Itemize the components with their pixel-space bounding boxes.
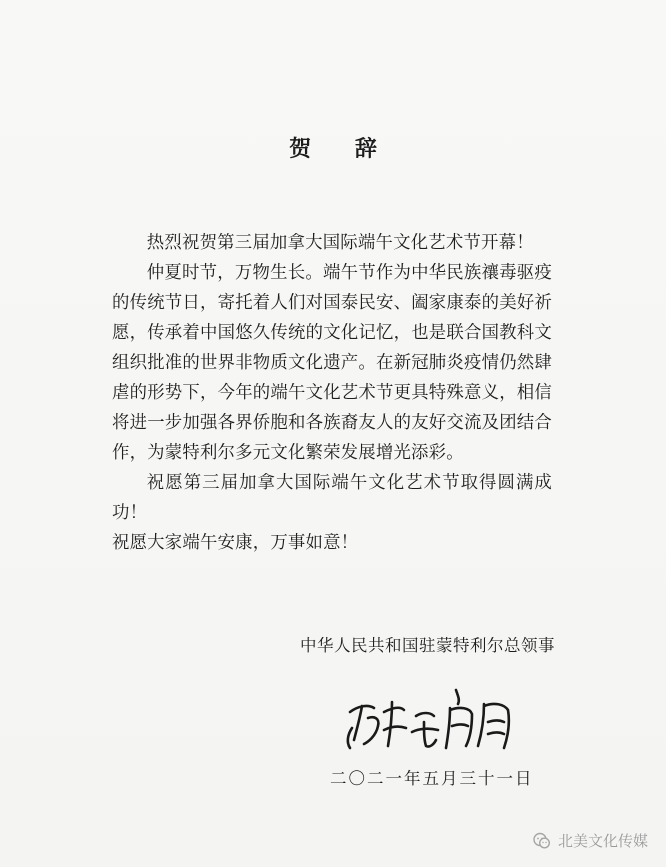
wechat-icon <box>532 831 552 851</box>
paragraph-wish-health: 祝愿大家端午安康，万事如意！ <box>112 533 359 553</box>
paragraph-main: 仲夏时节，万物生长。端午节作为中华民族禳毒驱疫的传统节日，寄托着人们对国泰民安、阖家康泰的美好祈愿，传承着中国悠久传统的文化记忆，也是联合国教科文组织批准的世界非物质文化遗产。在新冠肺炎疫情仍然肆虐的形势下，今年的端午文化艺术节更具特殊意义，相信将进一步加强各界侨胞和各族裔友人的友好交流及团结合作，为蒙特利尔多元文化繁荣发展增光添彩。 <box>112 263 552 463</box>
letter-body <box>112 228 552 558</box>
letter-date: 二〇二一年五月三十一日 <box>330 769 534 788</box>
watermark <box>532 830 648 851</box>
watermark-label: 北美文化传媒 <box>557 832 648 850</box>
paragraph-opening: 热烈祝贺第三届加拿大国际端午文化艺术节开幕！ <box>146 233 534 253</box>
sender-name: 中华人民共和国驻蒙特利尔总领事 <box>300 636 555 655</box>
letter-title: 贺 辞 <box>289 136 395 162</box>
handwritten-signature <box>338 682 528 754</box>
paragraph-wish-success: 祝愿第三届加拿大国际端午文化艺术节取得圆满成功！ <box>112 473 552 523</box>
